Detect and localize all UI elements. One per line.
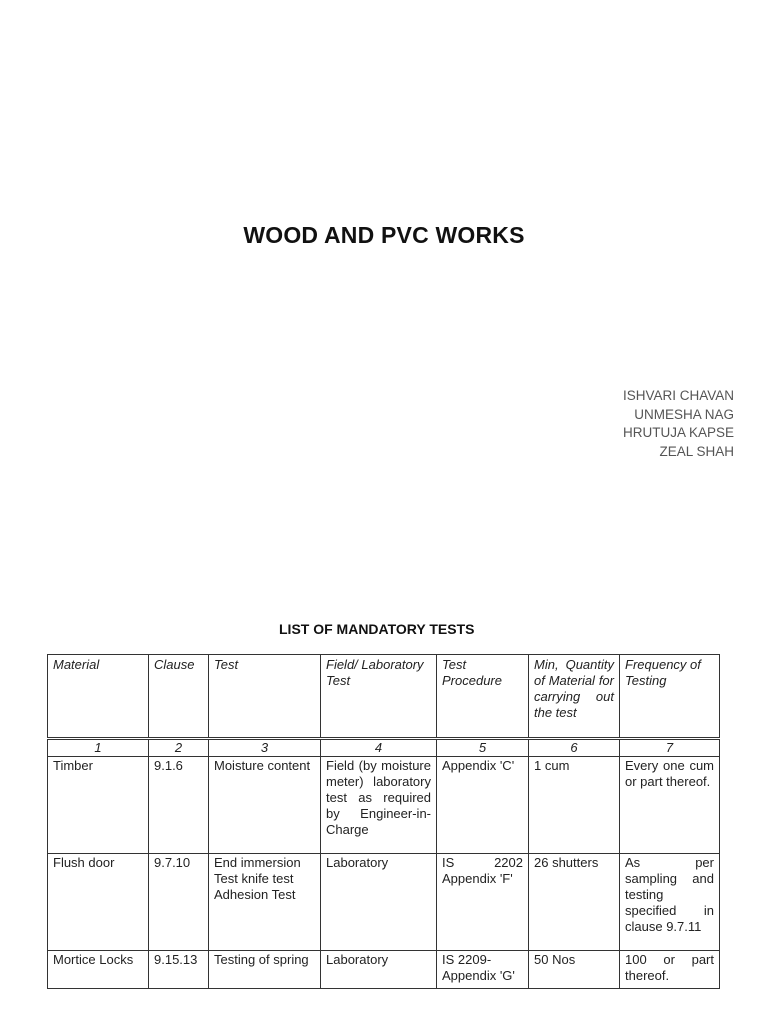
- header-cell: Material: [48, 655, 149, 739]
- table-cell: End immersion Test knife test Adhesion Test: [209, 854, 321, 951]
- table-cell: 9.1.6: [149, 757, 209, 854]
- table-cell: Timber: [48, 757, 149, 854]
- table-cell: Every one cum or part thereof.: [620, 757, 720, 854]
- table-cell: Mortice Locks: [48, 951, 149, 989]
- table-cell: Field (by moisture meter) laboratory test as required by Engineer-in-Charge: [321, 757, 437, 854]
- author-list: [623, 387, 734, 461]
- column-number: 1: [48, 739, 149, 757]
- mandatory-tests-table: [47, 654, 720, 989]
- header-cell: Frequency of Testing: [620, 655, 720, 739]
- table-cell: As per sampling and testing specified in clause 9.7.11: [620, 854, 720, 951]
- author-name: ZEAL SHAH: [659, 443, 734, 459]
- header-cell: Test: [209, 655, 321, 739]
- table-cell: 26 shutters: [529, 854, 620, 951]
- table-cell: 100 or part thereof.: [620, 951, 720, 989]
- table-header-row: [48, 655, 720, 739]
- column-number: 7: [620, 739, 720, 757]
- column-number: 4: [321, 739, 437, 757]
- table-row: [48, 757, 720, 854]
- table-cell: Testing of spring: [209, 951, 321, 989]
- table-cell: IS 2209- Appendix 'G': [437, 951, 529, 989]
- column-number: 3: [209, 739, 321, 757]
- header-cell: Clause: [149, 655, 209, 739]
- column-number: 2: [149, 739, 209, 757]
- table-cell: 1 cum: [529, 757, 620, 854]
- table-cell: Moisture content: [209, 757, 321, 854]
- header-cell: Field/ Laboratory Test: [321, 655, 437, 739]
- table-cell: IS 2202 Appendix 'F': [437, 854, 529, 951]
- table-cell: Laboratory: [321, 951, 437, 989]
- author-name: UNMESHA NAG: [634, 406, 734, 422]
- table-cell: Laboratory: [321, 854, 437, 951]
- table-cell: Flush door: [48, 854, 149, 951]
- column-number: 5: [437, 739, 529, 757]
- table-cell: Appendix 'C': [437, 757, 529, 854]
- author-name: ISHVARI CHAVAN: [622, 388, 734, 403]
- column-number-row: [48, 739, 720, 757]
- table-row: [48, 951, 720, 989]
- header-cell: Test Procedure: [437, 655, 529, 739]
- document-title: WOOD AND PVC WORKS: [243, 222, 525, 248]
- column-number: 6: [529, 739, 620, 757]
- table-cell: 9.15.13: [149, 951, 209, 989]
- table-cell: 9.7.10: [149, 854, 209, 951]
- header-cell: Min, Quantity of Material for carrying out the test: [529, 655, 620, 739]
- table-title: LIST OF MANDATORY TESTS: [279, 621, 475, 637]
- table-cell: 50 Nos: [529, 951, 620, 989]
- author-name: HRUTUJA KAPSE: [622, 425, 734, 440]
- table-row: [48, 854, 720, 951]
